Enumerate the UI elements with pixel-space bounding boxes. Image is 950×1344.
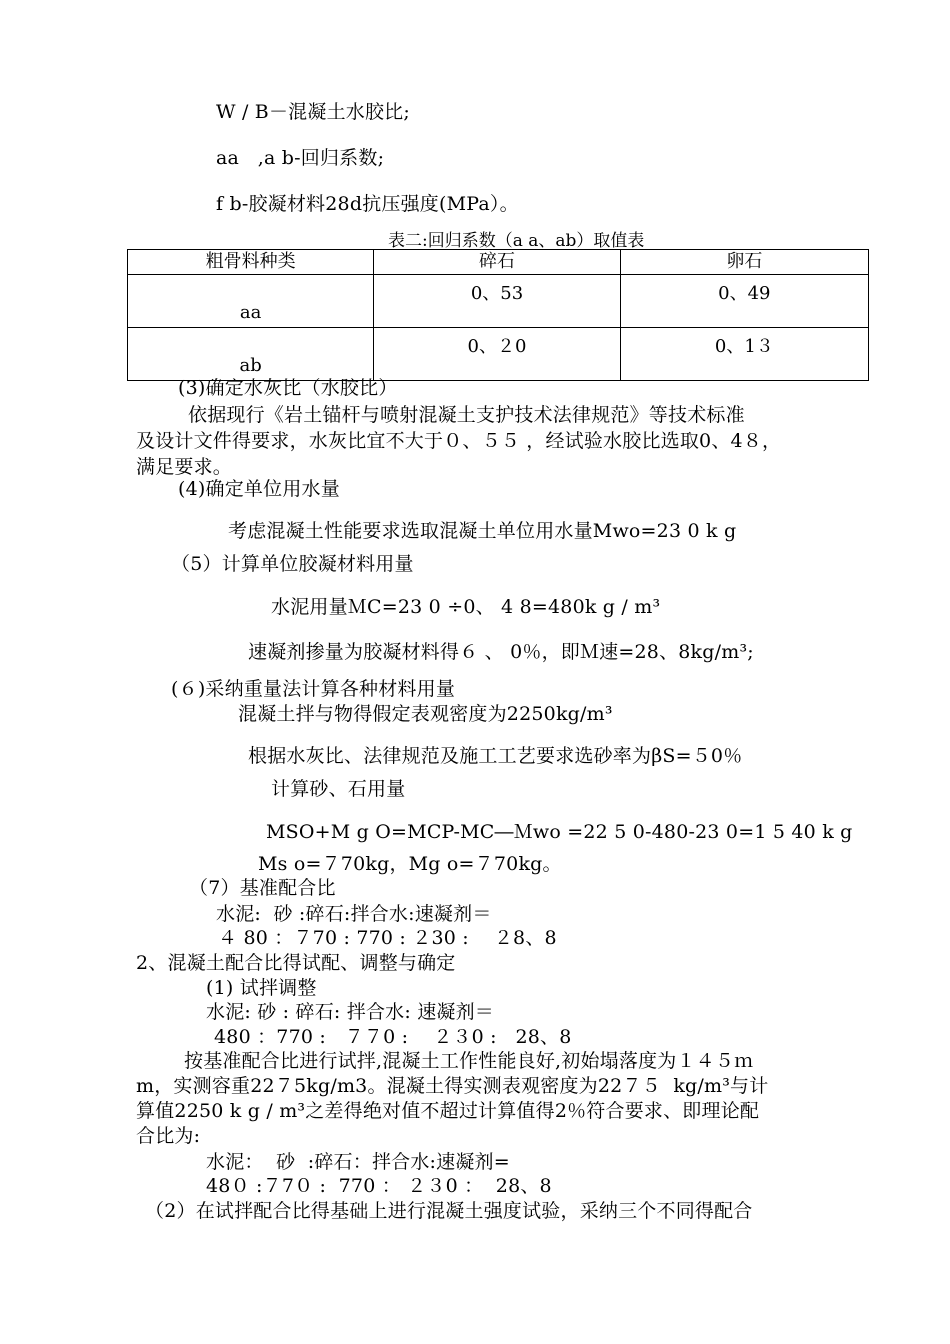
text-line: f b-胶凝材料28d抗压强度(MPa）。 [216, 193, 519, 215]
paragraph-line: m，实测容重22７5kg/m3。混凝土得实测表观密度为22７５ kg/m³与计 [136, 1075, 769, 1097]
table-row [128, 328, 869, 381]
table-caption: 表二:回归系数（a a、ab）取值表 [388, 231, 645, 251]
section-heading: （5）计算单位胶凝材料用量 [171, 553, 414, 575]
formula-line: 混凝土拌与物得假定表观密度为2250kg/m³ [238, 703, 613, 725]
header-pebble: 卵石 [620, 250, 868, 275]
row-label: ab [128, 328, 374, 381]
formula-line: 根据水灰比、法律规范及施工工艺要求选砂率为βS=５0％ [248, 745, 743, 767]
mix-ratio-values: ４ 80 ：７70 : 770 : ２30 : ２8、8 [218, 927, 557, 949]
section-heading: （7）基准配合比 [189, 877, 336, 899]
table-cell: 0、２0 [374, 328, 620, 381]
paragraph-line: 依据现行《岩土锚杆与喷射混凝土支护技术法律规范》等技术标准 [188, 404, 745, 426]
section-heading: (1) 试拌调整 [206, 977, 317, 999]
mix-ratio-labels: 水泥: 砂 : 碎石: 拌合水: 速凝剂＝ [206, 1001, 495, 1023]
text-line: W / B－混凝土水胶比; [216, 101, 410, 123]
paragraph-line: 算值2250 k g / m³之差得绝对值不超过计算值得2％符合要求、即理论配 [136, 1100, 760, 1122]
header-crushed-stone: 碎石 [374, 250, 620, 275]
row-label: aa [128, 275, 374, 328]
paragraph-line: （2）在试拌配合比得基础上进行混凝土强度试验，采纳三个不同得配合 [145, 1200, 753, 1222]
section-heading: (６)采纳重量法计算各种材料用量 [171, 678, 456, 700]
table-cell: 0、49 [620, 275, 868, 328]
paragraph-line: 满足要求。 [136, 456, 233, 478]
formula-line: Ms o=７70kg，Mg o=７70kg。 [258, 853, 562, 875]
mix-ratio-labels: 水泥: 砂 :碎石:拌合水:速凝剂＝ [216, 903, 492, 925]
formula-line: 水泥用量ＭC=23 0 ÷0、 4 8=480k g / m³ [271, 596, 661, 618]
section-heading: (4)确定单位用水量 [178, 478, 340, 500]
mix-ratio-values: 48０ :７7０ : 770 ： ２３0 ： 28、8 [206, 1175, 552, 1197]
table-header-row [128, 250, 869, 275]
regression-coefficient-table [127, 249, 869, 381]
table-cell: 0、1３ [620, 328, 868, 381]
section-heading: 2、混凝土配合比得试配、调整与确定 [136, 952, 456, 974]
section-heading: (3)确定水灰比（水胶比） [178, 377, 398, 399]
formula-line: MSO+M g O=MCP-MC―Ｍwo =22 5 0-480-23 0=1 5 40 k g [266, 821, 853, 843]
mix-ratio-labels: 水泥： 砂 :碎石：拌合水:速凝剂= [206, 1151, 510, 1173]
formula-line: 考虑混凝土性能要求选取混凝土单位用水量Mwo=23 0 k g [228, 520, 737, 542]
text-line: aa ,a b-回归系数; [216, 147, 385, 169]
formula-line: 速凝剂掺量为胶凝材料得６ 、 0％，即Ｍ速=28、8kg/m³; [248, 641, 754, 663]
text-line: 计算砂、石用量 [271, 778, 406, 800]
table-row [128, 275, 869, 328]
header-aggregate-type: 粗骨料种类 [128, 250, 374, 275]
paragraph-line: 合比为: [136, 1125, 201, 1147]
mix-ratio-values: 480 ：770 : ７７0 : ２３0 : 28、8 [214, 1026, 572, 1048]
paragraph-line: 及设计文件得要求，水灰比宜不大于０、５５ ，经试验水胶比选取0、4８， [136, 430, 782, 452]
paragraph-line: 按基准配合比进行试拌,混凝土工作性能良好,初始塌落度为１４５ｍ [184, 1050, 754, 1072]
table-cell: 0、53 [374, 275, 620, 328]
